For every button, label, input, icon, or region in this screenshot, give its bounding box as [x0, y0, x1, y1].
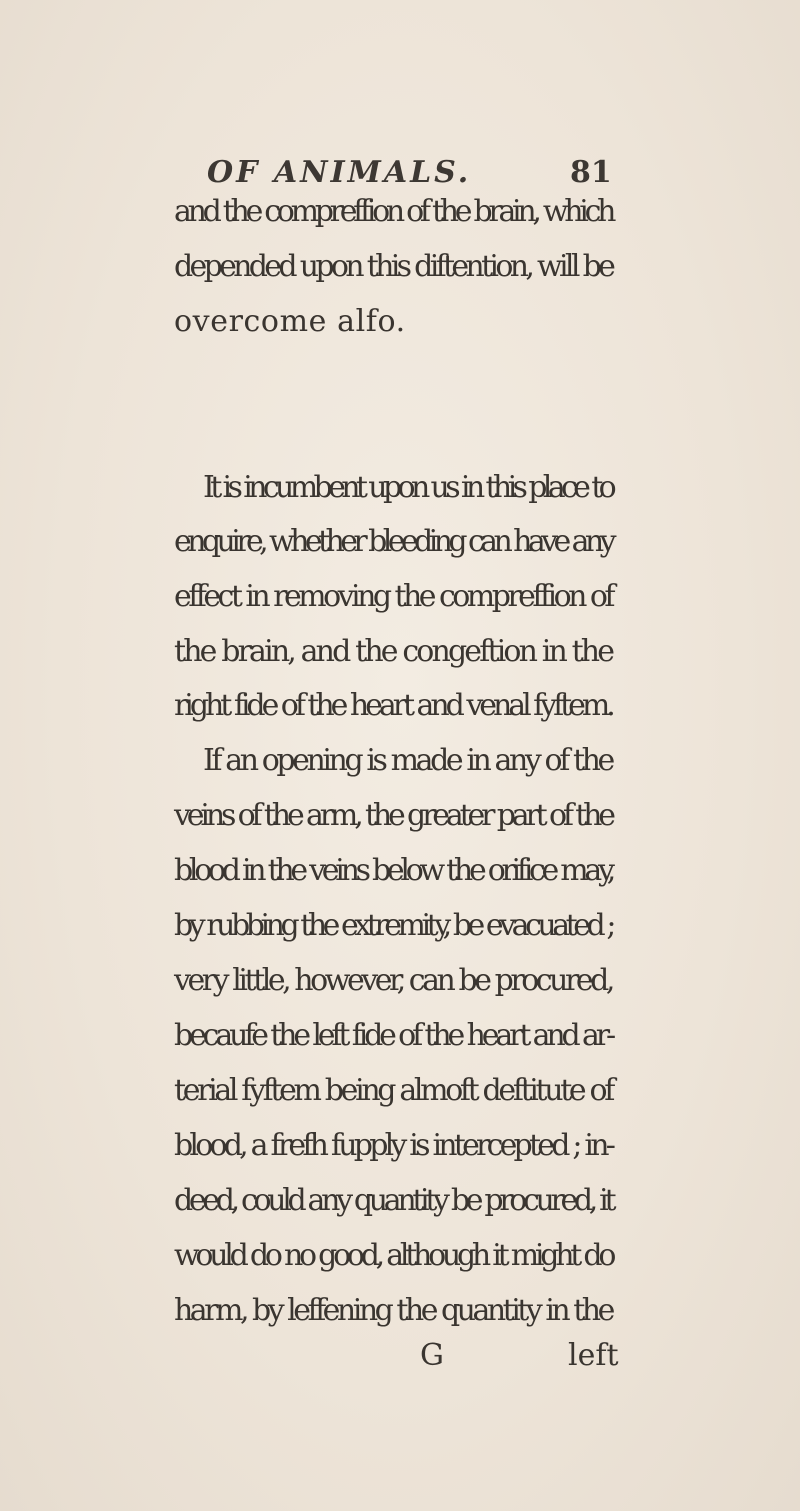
text-line: [0, 1016, 800, 1056]
text-line: [0, 851, 800, 891]
running-title: OF ANIMALS.: [207, 155, 472, 190]
text-line-content: the brain, and the congeftion in the: [174, 634, 613, 669]
text-line: [0, 1181, 800, 1221]
text-line: [0, 247, 800, 287]
text-line-content: If an opening is made in any of the: [203, 743, 612, 778]
text-line-content: right fide of the heart and venal fyftem.: [174, 688, 612, 723]
text-line-content: enquire, whether bleeding can have any: [174, 524, 613, 559]
page-header: [0, 155, 800, 195]
text-line-content: by rubbing the extremity, be evacuated ;: [174, 908, 612, 943]
text-line-content: blood, a frefh fupply is intercepted ; in-: [174, 1128, 613, 1163]
text-line-content: overcome alfo.: [174, 304, 406, 339]
text-line-content: effect in removing the compreffion of: [174, 579, 612, 614]
text-line: [0, 1291, 800, 1331]
text-line-content: depended upon this diftention, will be: [174, 249, 613, 284]
text-line: [0, 1236, 800, 1276]
text-line: [0, 961, 800, 1001]
text-line-content: veins of the arm, the greater part of the: [174, 798, 612, 833]
text-line: [0, 906, 800, 946]
text-line: [0, 577, 800, 617]
text-line: [0, 1071, 800, 1111]
text-line: [0, 192, 800, 232]
signature-mark: G: [420, 1338, 444, 1373]
text-line-content: deed, could any quantity be procured, it: [174, 1183, 613, 1218]
text-line: [0, 686, 800, 726]
text-line-content: terial fyftem being almoft deftitute of: [174, 1073, 612, 1108]
text-line-content: would do no good, although it might do: [174, 1238, 613, 1273]
catchword: left: [568, 1338, 619, 1373]
text-line-content: and the compreffion of the brain, which: [174, 194, 613, 229]
text-line: [0, 522, 800, 562]
text-line-content: becaufe the left fide of the heart and ar-: [174, 1018, 612, 1053]
text-line-content: blood in the veins below the orifice may,: [174, 853, 612, 888]
text-line: [0, 741, 800, 781]
text-line: [0, 632, 800, 672]
text-line: [0, 302, 800, 342]
text-line: [0, 796, 800, 836]
page-number: 81: [570, 155, 612, 190]
text-line: [0, 468, 800, 508]
text-line: [0, 1126, 800, 1166]
text-line-content: harm, by leffening the quantity in the: [174, 1293, 612, 1328]
text-line-content: very little, however, can be procured,: [174, 963, 613, 998]
text-line-content: It is incumbent upon us in this place to: [203, 470, 613, 505]
